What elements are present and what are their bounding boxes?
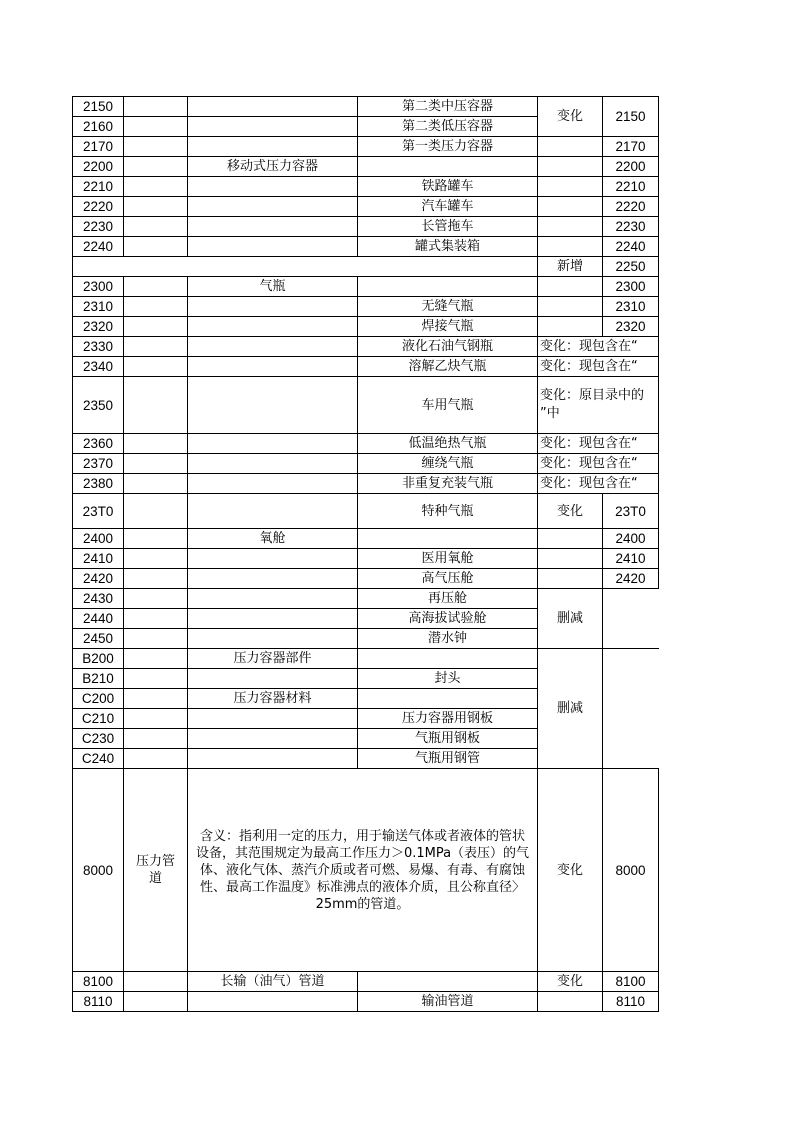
code-cell: 2350 <box>73 377 124 434</box>
new-code-cell: 2150 <box>603 97 659 137</box>
code-cell: 2400 <box>73 529 124 549</box>
category-cell: 移动式压力容器 <box>188 157 358 177</box>
code-cell: B210 <box>73 669 124 689</box>
new-code-cell: 2170 <box>603 137 659 157</box>
table-row <box>73 357 659 377</box>
code-cell: 2360 <box>73 434 124 454</box>
table-row <box>73 454 659 474</box>
name-cell: 非重复充装气瓶 <box>358 474 538 494</box>
new-code-cell: 2210 <box>603 177 659 197</box>
name-cell: 液化石油气钢瓶 <box>358 337 538 357</box>
new-code-cell: 8000 <box>603 769 659 972</box>
new-code-cell: 2420 <box>603 569 659 589</box>
new-code-cell: 2200 <box>603 157 659 177</box>
name-cell: 铁路罐车 <box>358 177 538 197</box>
table-row <box>73 972 659 992</box>
change-cell: 变化：现包含在“ <box>538 474 659 494</box>
change-cell: 删减 <box>538 649 603 769</box>
category-cell: 压力容器材料 <box>188 689 358 709</box>
name-cell: 车用气瓶 <box>358 377 538 434</box>
change-cell: 变化：现包含在“ <box>538 434 659 454</box>
new-code-cell: 2220 <box>603 197 659 217</box>
table-row <box>73 137 659 157</box>
new-code-cell: 2240 <box>603 237 659 257</box>
table-row <box>73 769 659 972</box>
table-row <box>73 297 659 317</box>
table-row <box>73 217 659 237</box>
name-cell: 气瓶用钢板 <box>358 729 538 749</box>
name-cell: 长管拖车 <box>358 217 538 237</box>
table-row <box>73 197 659 217</box>
table-row <box>73 549 659 569</box>
code-cell: 2340 <box>73 357 124 377</box>
table-row <box>73 237 659 257</box>
new-code-cell: 2230 <box>603 217 659 237</box>
table-row <box>73 649 659 669</box>
name-cell: 无缝气瓶 <box>358 297 538 317</box>
change-line-1: 变化：原目录中的 <box>540 388 645 403</box>
name-cell: 第一类压力容器 <box>358 137 538 157</box>
table-row <box>73 434 659 454</box>
table-row <box>73 589 659 609</box>
name-cell: 罐式集装箱 <box>358 237 538 257</box>
code-cell: B200 <box>73 649 124 669</box>
code-cell: 2430 <box>73 589 124 609</box>
code-cell: 2160 <box>73 117 124 137</box>
change-cell: 变化：现包含在“ <box>538 357 659 377</box>
code-cell: 2150 <box>73 97 124 117</box>
category-cell: 长输（油气）管道 <box>188 972 358 992</box>
name-cell: 再压舱 <box>358 589 538 609</box>
change-cell <box>538 377 659 434</box>
code-cell: 8000 <box>73 769 124 972</box>
name-cell: 气瓶用钢管 <box>358 749 538 769</box>
name-cell: 缠绕气瓶 <box>358 454 538 474</box>
type-cell: 压力管道 <box>124 769 188 972</box>
name-cell: 第二类低压容器 <box>358 117 538 137</box>
table-row <box>73 992 659 1012</box>
change-cell: 删减 <box>538 589 603 649</box>
description-cell: 含义：指利用一定的压力，用于输送气体或者液体的管状设备，其范围规定为最高工作压力＞0.1MPa（表压）的气体、液化气体、蒸汽介质或者可燃、易爆、有毒、有腐蚀性、最高工作温度》标准沸点的液体介质，且公称直径〉25mm的管道。 <box>188 769 538 972</box>
code-cell: 2450 <box>73 629 124 649</box>
code-cell: 2210 <box>73 177 124 197</box>
change-cell: 变化 <box>538 769 603 972</box>
name-cell: 溶解乙炔气瓶 <box>358 357 538 377</box>
code-cell: C240 <box>73 749 124 769</box>
change-cell: 变化：现包含在“ <box>538 454 659 474</box>
change-line-2: ”中 <box>540 406 560 421</box>
name-cell: 低温绝热气瓶 <box>358 434 538 454</box>
name-cell: 医用氧舱 <box>358 549 538 569</box>
code-cell: 2220 <box>73 197 124 217</box>
new-code-cell: 8110 <box>603 992 659 1012</box>
code-cell: C200 <box>73 689 124 709</box>
category-cell: 压力容器部件 <box>188 649 358 669</box>
code-cell: C230 <box>73 729 124 749</box>
change-cell: 新增 <box>538 257 603 277</box>
code-cell: 2170 <box>73 137 124 157</box>
new-code-cell: 8100 <box>603 972 659 992</box>
new-code-cell: 23T0 <box>603 494 659 529</box>
code-cell: 2380 <box>73 474 124 494</box>
new-code-cell: 2400 <box>603 529 659 549</box>
code-cell: 2230 <box>73 217 124 237</box>
category-cell: 氧舱 <box>188 529 358 549</box>
table-row <box>73 494 659 529</box>
code-cell: 2330 <box>73 337 124 357</box>
table-row <box>73 177 659 197</box>
code-cell: 2370 <box>73 454 124 474</box>
code-cell: 8100 <box>73 972 124 992</box>
name-cell: 潜水钟 <box>358 629 538 649</box>
new-code-cell: 2250 <box>603 257 659 277</box>
new-code-cell: 2310 <box>603 297 659 317</box>
code-cell: 2300 <box>73 277 124 297</box>
table-row <box>73 474 659 494</box>
name-cell: 输油管道 <box>358 992 538 1012</box>
new-code-cell: 2320 <box>603 317 659 337</box>
code-cell: 2240 <box>73 237 124 257</box>
table-row <box>73 277 659 297</box>
name-cell: 焊接气瓶 <box>358 317 538 337</box>
code-cell: 2320 <box>73 317 124 337</box>
category-cell: 气瓶 <box>188 277 358 297</box>
table-row <box>73 377 659 434</box>
change-cell: 变化 <box>538 972 603 992</box>
name-cell: 特种气瓶 <box>358 494 538 529</box>
name-cell: 压力容器用钢板 <box>358 709 538 729</box>
code-cell: 2410 <box>73 549 124 569</box>
table-row <box>73 257 659 277</box>
code-cell: 2200 <box>73 157 124 177</box>
new-code-cell: 2300 <box>603 277 659 297</box>
change-cell: 变化 <box>538 97 603 137</box>
name-cell: 高海拔试验舱 <box>358 609 538 629</box>
code-cell: C210 <box>73 709 124 729</box>
code-cell: 8110 <box>73 992 124 1012</box>
name-cell: 高气压舱 <box>358 569 538 589</box>
table-row <box>73 157 659 177</box>
name-cell: 第二类中压容器 <box>358 97 538 117</box>
equipment-catalog-table <box>72 96 659 1012</box>
table-row <box>73 317 659 337</box>
change-cell: 变化 <box>538 494 603 529</box>
table-row <box>73 337 659 357</box>
code-cell: 2420 <box>73 569 124 589</box>
change-cell: 变化：现包含在“ <box>538 337 659 357</box>
code-cell: 2310 <box>73 297 124 317</box>
new-code-cell: 2410 <box>603 549 659 569</box>
code-cell: 23T0 <box>73 494 124 529</box>
table-row <box>73 529 659 549</box>
table-row <box>73 569 659 589</box>
table-row <box>73 97 659 117</box>
code-cell: 2440 <box>73 609 124 629</box>
name-cell: 汽车罐车 <box>358 197 538 217</box>
name-cell: 封头 <box>358 669 538 689</box>
